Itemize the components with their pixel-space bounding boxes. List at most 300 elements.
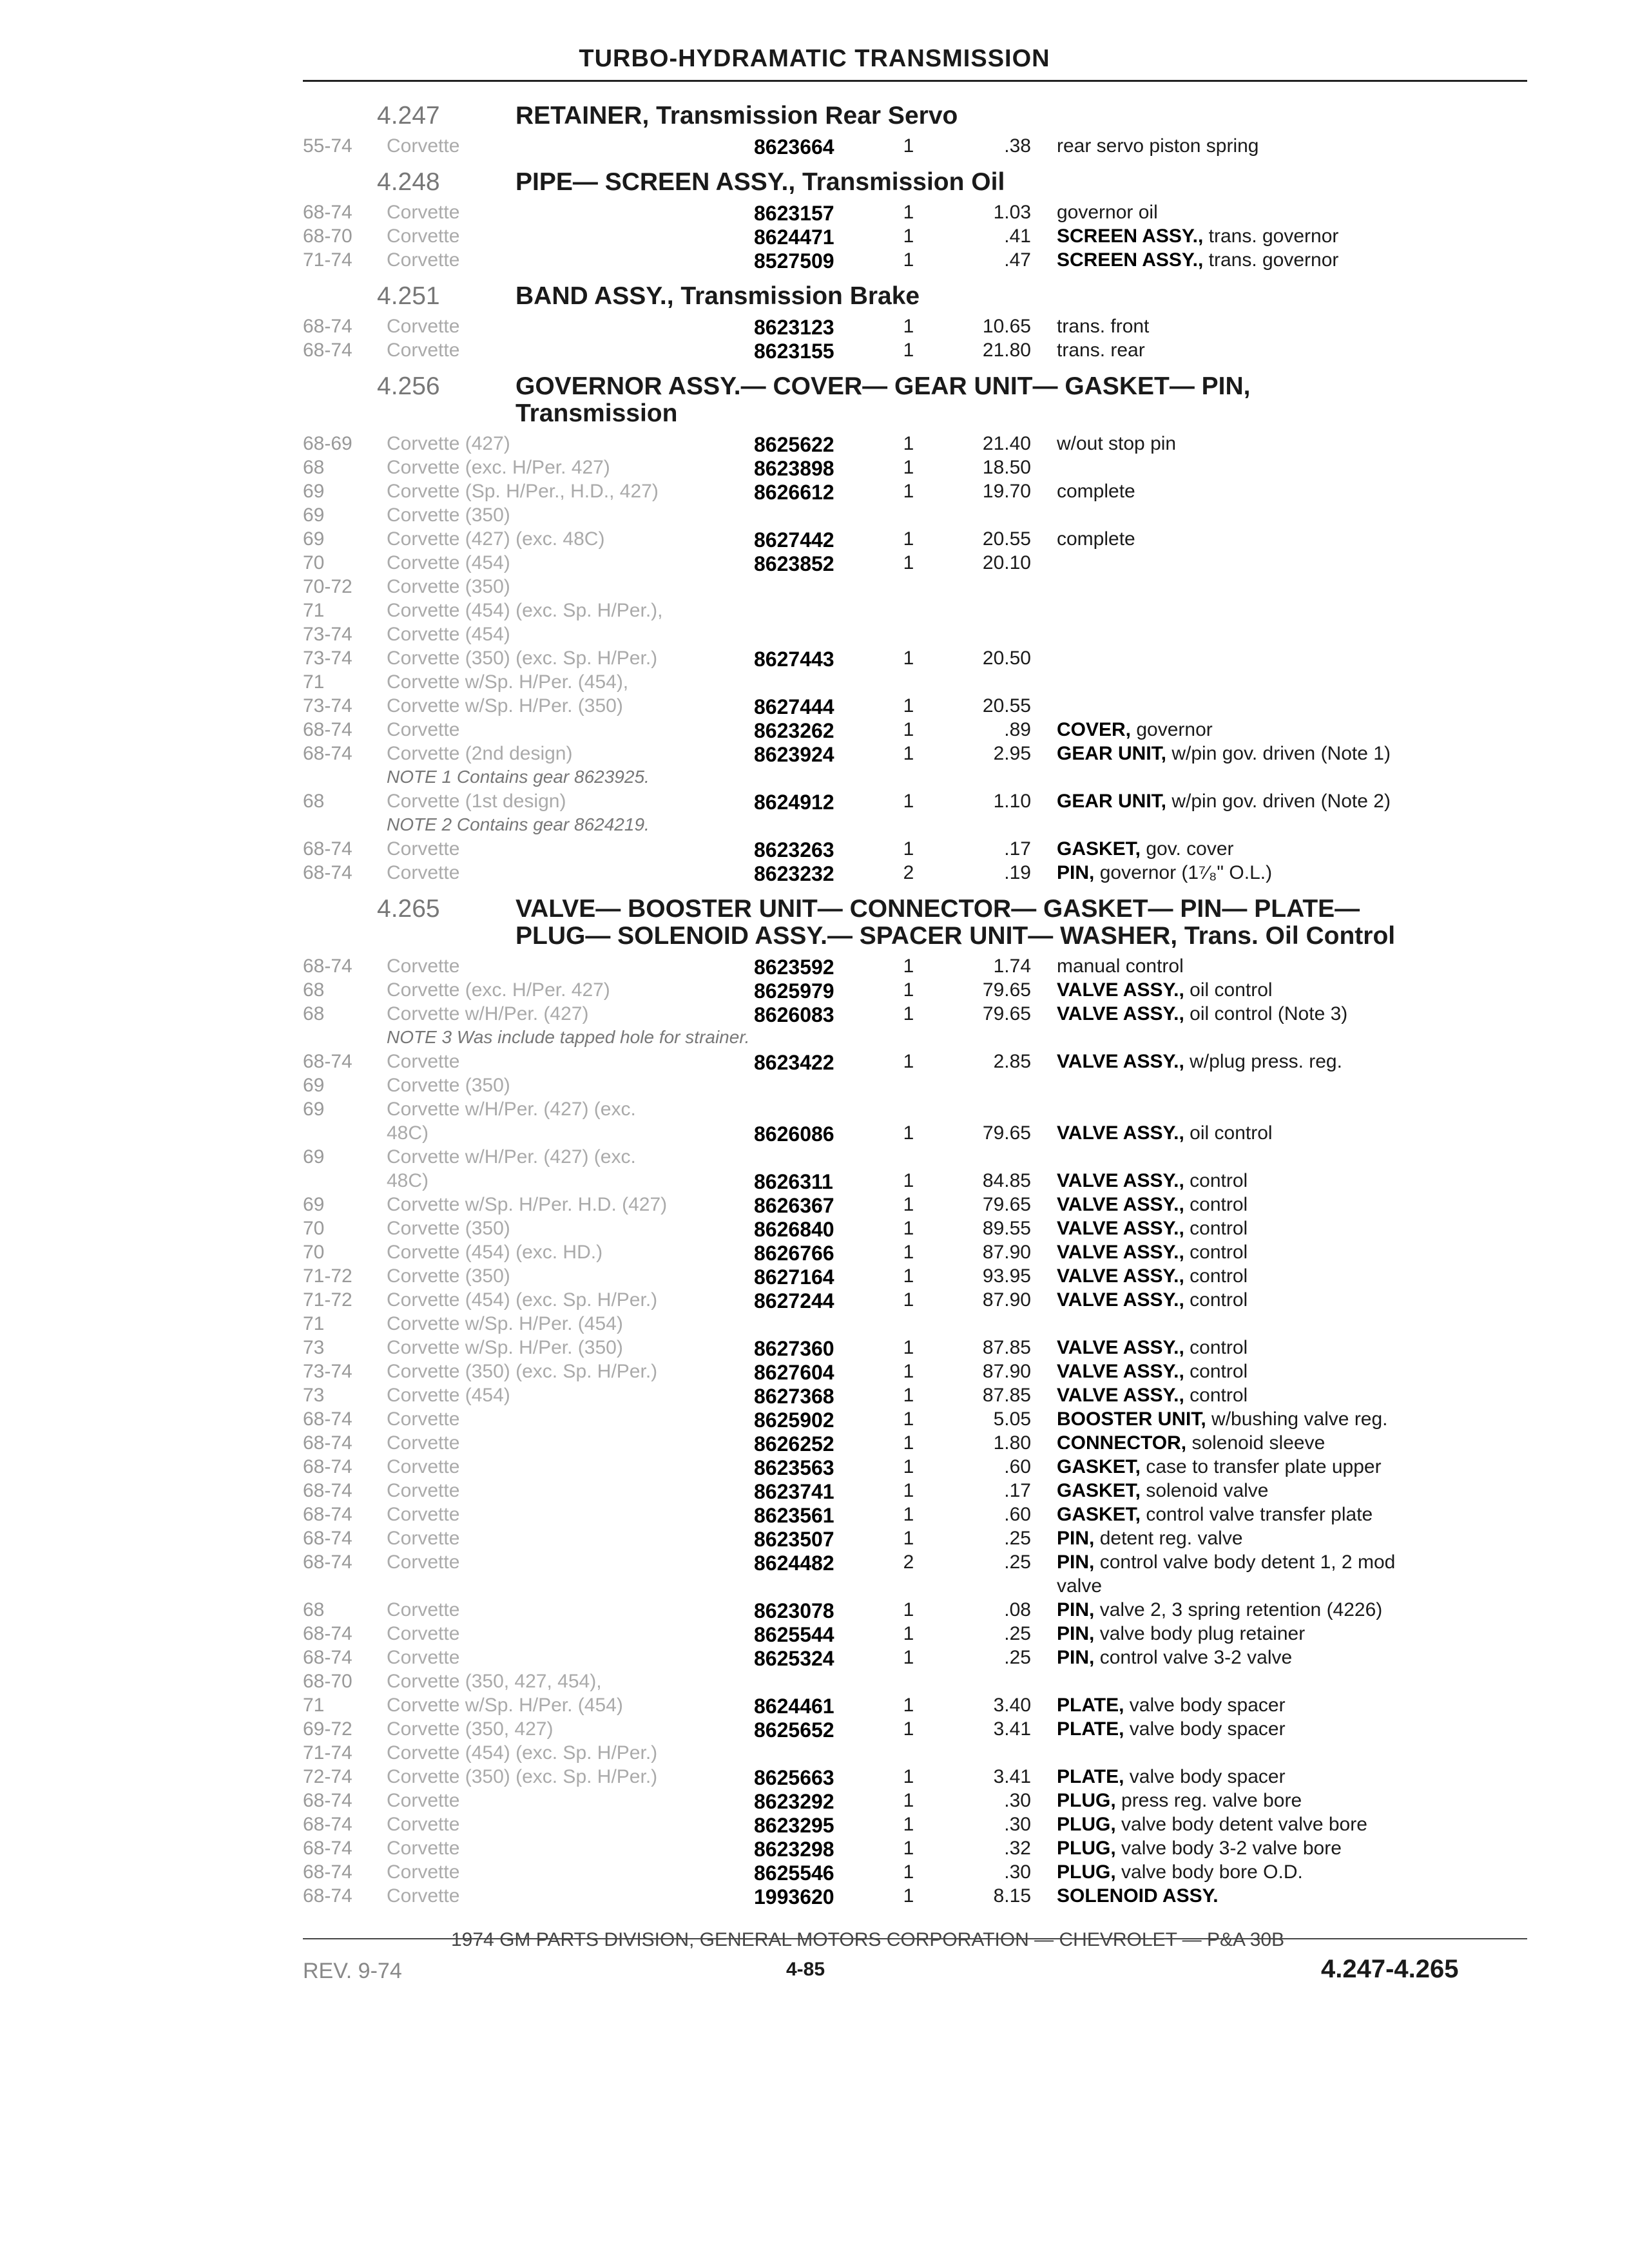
- vehicle-model: Corvette w/Sp. H/Per. H.D. (427): [387, 1194, 668, 1215]
- list-price: .89: [1004, 719, 1031, 740]
- part-row: [303, 1122, 1527, 1146]
- part-description: [1057, 1718, 1286, 1740]
- list-price: 21.80: [982, 340, 1031, 361]
- part-row: [303, 838, 1527, 861]
- part-description: [1057, 979, 1273, 1001]
- part-row: [303, 433, 1527, 456]
- part-detail: control: [1184, 1218, 1248, 1239]
- part-name: VALVE ASSY.,: [1057, 1194, 1184, 1215]
- part-name: PIN,: [1057, 1599, 1095, 1620]
- footnote: NOTE 1 Contains gear 8623925.: [387, 767, 650, 787]
- vehicle-model: Corvette (427) (exc. 48C): [387, 528, 605, 550]
- part-name: BOOSTER UNIT,: [1057, 1408, 1206, 1430]
- quantity: 1: [903, 1194, 914, 1215]
- quantity: 1: [903, 226, 914, 247]
- quantity: 1: [903, 202, 914, 223]
- model-years: 68-74: [303, 838, 352, 860]
- quantity: 1: [903, 1814, 914, 1835]
- part-detail: valve: [1057, 1575, 1103, 1597]
- vehicle-model: Corvette (454) (exc. HD.): [387, 1242, 603, 1263]
- part-description: [1057, 1766, 1286, 1788]
- part-detail: case to transfer plate upper: [1141, 1456, 1382, 1477]
- quantity: 1: [903, 1385, 914, 1406]
- model-years: 73: [303, 1337, 325, 1358]
- part-description: [1057, 1408, 1388, 1430]
- part-description: [1057, 433, 1176, 455]
- part-row: [303, 648, 1527, 671]
- vehicle-model: Corvette (350): [387, 1218, 510, 1239]
- footer-revision: REV. 9-74: [303, 1959, 402, 1983]
- list-price: .19: [1004, 862, 1031, 883]
- model-years: 68-74: [303, 1814, 352, 1835]
- part-description: [1057, 719, 1213, 741]
- part-number: 8625546: [754, 1861, 834, 1885]
- model-years: 69: [303, 1099, 325, 1120]
- model-years: 69-72: [303, 1718, 352, 1740]
- list-price: 89.55: [982, 1218, 1031, 1239]
- vehicle-model: Corvette: [387, 1647, 460, 1668]
- vehicle-model: Corvette w/Sp. H/Per. (454),: [387, 671, 629, 693]
- part-description: [1057, 1885, 1219, 1907]
- part-number: 8623507: [754, 1528, 834, 1551]
- part-row: [303, 1432, 1527, 1456]
- vehicle-model: Corvette: [387, 340, 460, 361]
- part-name: SCREEN ASSY.,: [1057, 226, 1204, 247]
- part-name: VALVE ASSY.,: [1057, 1385, 1184, 1406]
- part-row: [303, 1265, 1527, 1289]
- model-years: 73: [303, 1385, 325, 1406]
- vehicle-model: Corvette: [387, 202, 460, 223]
- part-description: [1057, 1623, 1305, 1645]
- part-row: [303, 600, 1527, 623]
- part-row: [303, 1790, 1527, 1813]
- part-row: [303, 956, 1527, 979]
- part-row: [303, 1742, 1527, 1765]
- quantity: 1: [903, 1647, 914, 1668]
- part-detail: control: [1184, 1265, 1248, 1287]
- part-row: [303, 316, 1527, 339]
- part-row: [303, 1885, 1527, 1908]
- vehicle-model: Corvette: [387, 1790, 460, 1811]
- vehicle-model: Corvette w/H/Per. (427): [387, 1003, 589, 1024]
- part-detail: complete: [1057, 481, 1135, 502]
- part-row: [303, 249, 1527, 273]
- model-years: 70-72: [303, 576, 352, 597]
- part-number: 8623078: [754, 1599, 834, 1622]
- quantity: 1: [903, 1790, 914, 1811]
- part-detail: control: [1184, 1194, 1248, 1215]
- vehicle-model: 48C): [387, 1122, 429, 1144]
- quantity: 1: [903, 1885, 914, 1907]
- model-years: 71-72: [303, 1265, 352, 1287]
- header-rule: [303, 80, 1527, 82]
- section-title: VALVE— BOOSTER UNIT— CONNECTOR— GASKET— PIN— PLATE—: [516, 895, 1360, 923]
- part-description: [1057, 1289, 1248, 1311]
- vehicle-model: Corvette (350) (exc. Sp. H/Per.): [387, 1361, 658, 1382]
- part-row: [303, 226, 1527, 249]
- quantity: 1: [903, 956, 914, 977]
- part-number: 8625324: [754, 1647, 834, 1670]
- quantity: 1: [903, 340, 914, 361]
- part-description: [1057, 249, 1338, 271]
- vehicle-model: Corvette: [387, 1504, 460, 1525]
- model-years: 68-74: [303, 1552, 352, 1573]
- part-row: [303, 552, 1527, 575]
- quantity: 1: [903, 1122, 914, 1144]
- quantity: 1: [903, 719, 914, 740]
- vehicle-model: Corvette: [387, 1552, 460, 1573]
- vehicle-model: Corvette (454) (exc. Sp. H/Per.): [387, 1289, 658, 1311]
- part-description: [1057, 1695, 1286, 1716]
- part-description: [1057, 1456, 1382, 1478]
- vehicle-model: Corvette: [387, 1408, 460, 1430]
- list-price: 18.50: [982, 457, 1031, 478]
- vehicle-model: Corvette: [387, 226, 460, 247]
- part-detail: valve body spacer: [1124, 1766, 1286, 1787]
- part-name: PLATE,: [1057, 1718, 1124, 1740]
- quantity: 1: [903, 316, 914, 337]
- part-row: [303, 135, 1527, 159]
- model-years: 68-74: [303, 1861, 352, 1883]
- model-years: 69: [303, 505, 325, 526]
- part-row: [303, 340, 1527, 363]
- list-price: 87.90: [982, 1289, 1031, 1311]
- footer-publisher: 1974 GM PARTS DIVISION, GENERAL MOTORS CORPORATION — CHEVROLET — P&A 30B: [451, 1929, 1285, 1950]
- vehicle-model: Corvette (454): [387, 624, 510, 645]
- part-name: PLUG,: [1057, 1838, 1116, 1859]
- part-detail: solenoid valve: [1141, 1480, 1269, 1501]
- part-description: [1057, 1838, 1342, 1860]
- part-row: [303, 1552, 1527, 1575]
- part-name: GASKET,: [1057, 838, 1141, 860]
- vehicle-model: Corvette: [387, 956, 460, 977]
- part-row: [303, 1456, 1527, 1479]
- part-number: 8627244: [754, 1289, 834, 1312]
- part-number: 8625544: [754, 1623, 834, 1646]
- part-row: [303, 1814, 1527, 1837]
- part-number: 8627443: [754, 648, 834, 671]
- list-price: .17: [1004, 1480, 1031, 1501]
- vehicle-model: Corvette (350): [387, 1075, 510, 1096]
- part-row: [303, 1313, 1527, 1336]
- part-detail: valve body spacer: [1124, 1718, 1286, 1740]
- part-name: PIN,: [1057, 1647, 1095, 1668]
- part-description: [1057, 791, 1391, 812]
- model-years: 71: [303, 1695, 325, 1716]
- section-title: PIPE— SCREEN ASSY., Transmission Oil: [516, 168, 1005, 196]
- list-price: 2.95: [993, 743, 1031, 764]
- part-row: [303, 576, 1527, 599]
- part-description: [1057, 481, 1135, 503]
- vehicle-model: Corvette (2nd design): [387, 743, 573, 764]
- vehicle-model: Corvette: [387, 1051, 460, 1072]
- part-row: [303, 457, 1527, 480]
- part-number: 8623263: [754, 838, 834, 861]
- list-price: .08: [1004, 1599, 1031, 1620]
- quantity: 1: [903, 1432, 914, 1454]
- model-years: 69: [303, 1146, 325, 1168]
- part-number: 8623232: [754, 862, 834, 885]
- vehicle-model: Corvette: [387, 249, 460, 271]
- part-number: 8626367: [754, 1194, 834, 1217]
- part-description: [1057, 316, 1149, 338]
- vehicle-model: Corvette (350, 427, 454),: [387, 1671, 602, 1692]
- model-years: 68: [303, 979, 325, 1001]
- model-years: 68-74: [303, 1528, 352, 1549]
- model-years: 68: [303, 1599, 325, 1620]
- part-detail: governor (1⁷⁄₈" O.L.): [1094, 862, 1273, 883]
- part-row: [303, 1218, 1527, 1241]
- part-row: [303, 1695, 1527, 1718]
- part-detail: trans. rear: [1057, 340, 1145, 361]
- part-row: [303, 1718, 1527, 1742]
- vehicle-model: Corvette w/H/Per. (427) (exc.: [387, 1099, 636, 1120]
- part-name: VALVE ASSY.,: [1057, 1122, 1184, 1144]
- section-number: 4.247: [377, 102, 440, 130]
- part-number: 8623298: [754, 1838, 834, 1861]
- model-years: 68-74: [303, 719, 352, 740]
- part-detail: governor: [1131, 719, 1213, 740]
- section-title: GOVERNOR ASSY.— COVER— GEAR UNIT— GASKET— PIN,: [516, 372, 1251, 400]
- part-number: 8623592: [754, 956, 834, 979]
- model-years: 69: [303, 1194, 325, 1215]
- part-row: [303, 528, 1527, 552]
- part-name: VALVE ASSY.,: [1057, 1218, 1184, 1239]
- model-years: 68-74: [303, 202, 352, 223]
- part-row: [303, 1838, 1527, 1861]
- part-description: [1057, 1504, 1373, 1526]
- part-number: 8623155: [754, 340, 834, 363]
- part-name: PIN,: [1057, 1528, 1095, 1549]
- section-number: 4.251: [377, 282, 440, 310]
- part-detail: control: [1184, 1170, 1248, 1191]
- quantity: 1: [903, 1718, 914, 1740]
- list-price: 87.90: [982, 1242, 1031, 1263]
- part-number: 8626083: [754, 1003, 834, 1026]
- part-detail: gov. cover: [1141, 838, 1234, 860]
- section-title: BAND ASSY., Transmission Brake: [516, 282, 920, 310]
- part-description: [1057, 135, 1258, 157]
- model-years: 55-74: [303, 135, 352, 157]
- quantity: 1: [903, 1623, 914, 1644]
- part-name: PIN,: [1057, 1552, 1095, 1573]
- section-number: 4.265: [377, 895, 440, 923]
- vehicle-model: Corvette: [387, 135, 460, 157]
- list-price: 84.85: [982, 1170, 1031, 1191]
- quantity: 1: [903, 648, 914, 669]
- quantity: 1: [903, 1170, 914, 1191]
- quantity: 1: [903, 1051, 914, 1072]
- list-price: 21.40: [982, 433, 1031, 454]
- part-row: [303, 1504, 1527, 1527]
- part-detail: valve body spacer: [1124, 1695, 1286, 1716]
- vehicle-model: Corvette w/Sp. H/Per. (454): [387, 1695, 623, 1716]
- part-row: [303, 671, 1527, 695]
- vehicle-model: Corvette (350, 427): [387, 1718, 554, 1740]
- part-number: 8623295: [754, 1814, 834, 1837]
- page-header-title: TURBO-HYDRAMATIC TRANSMISSION: [579, 45, 1050, 72]
- list-price: 1.80: [993, 1432, 1031, 1454]
- part-description: [1057, 1647, 1292, 1669]
- list-price: 93.95: [982, 1265, 1031, 1287]
- part-description: [1057, 1599, 1382, 1621]
- part-description: [1057, 743, 1391, 765]
- part-number: 8527509: [754, 249, 834, 273]
- part-detail: control: [1184, 1361, 1248, 1382]
- part-row: [303, 695, 1527, 718]
- list-price: 79.65: [982, 1194, 1031, 1215]
- model-years: 73-74: [303, 624, 352, 645]
- part-number: 8623852: [754, 552, 834, 575]
- part-detail: control: [1184, 1242, 1248, 1263]
- quantity: 1: [903, 1695, 914, 1716]
- part-name: SOLENOID ASSY.: [1057, 1885, 1219, 1907]
- list-price: .60: [1004, 1456, 1031, 1477]
- part-number: 8623924: [754, 743, 834, 766]
- footnote: NOTE 3 Was include tapped hole for strainer.: [387, 1027, 750, 1047]
- quantity: 1: [903, 457, 914, 478]
- list-price: 79.65: [982, 1122, 1031, 1144]
- vehicle-model: Corvette (454): [387, 552, 510, 573]
- list-price: .30: [1004, 1814, 1031, 1835]
- quantity: 2: [903, 1552, 914, 1573]
- vehicle-model: Corvette (454) (exc. Sp. H/Per.): [387, 1742, 658, 1763]
- list-price: 87.85: [982, 1385, 1031, 1406]
- list-price: 1.74: [993, 956, 1031, 977]
- model-years: 73-74: [303, 695, 352, 716]
- model-years: 68: [303, 1003, 325, 1024]
- part-detail: control: [1184, 1385, 1248, 1406]
- part-name: PLUG,: [1057, 1861, 1116, 1883]
- vehicle-model: Corvette w/Sp. H/Per. (350): [387, 695, 623, 716]
- part-detail: trans. governor: [1203, 226, 1339, 247]
- quantity: 1: [903, 1218, 914, 1239]
- part-name: GASKET,: [1057, 1504, 1141, 1525]
- vehicle-model: Corvette (350): [387, 505, 510, 526]
- list-price: .47: [1004, 249, 1031, 271]
- part-number: 8625652: [754, 1718, 834, 1742]
- vehicle-model: Corvette: [387, 1599, 460, 1620]
- part-description: [1057, 1790, 1302, 1812]
- part-description: [1057, 838, 1234, 860]
- list-price: 2.85: [993, 1051, 1031, 1072]
- part-description: [1057, 862, 1272, 884]
- part-number: 8623157: [754, 202, 834, 225]
- quantity: 1: [903, 1456, 914, 1477]
- part-name: GEAR UNIT,: [1057, 791, 1167, 812]
- list-price: .30: [1004, 1790, 1031, 1811]
- part-name: VALVE ASSY.,: [1057, 1289, 1184, 1311]
- part-detail: press reg. valve bore: [1115, 1790, 1302, 1811]
- part-detail: control: [1184, 1337, 1248, 1358]
- part-number: 8624912: [754, 791, 834, 814]
- part-row: [303, 979, 1527, 1003]
- model-years: 69: [303, 528, 325, 550]
- part-detail: valve body detent valve bore: [1115, 1814, 1367, 1835]
- model-years: 70: [303, 552, 325, 573]
- part-detail: w/plug press. reg.: [1184, 1051, 1342, 1072]
- model-years: 70: [303, 1218, 325, 1239]
- part-row: [303, 1647, 1527, 1670]
- part-row: [303, 743, 1527, 766]
- part-number: 8627442: [754, 528, 834, 552]
- quantity: 1: [903, 838, 914, 860]
- part-number: 8627444: [754, 695, 834, 718]
- list-price: .38: [1004, 135, 1031, 157]
- part-detail: w/pin gov. driven (Note 1): [1166, 743, 1391, 764]
- part-description: [1057, 1265, 1248, 1287]
- section-number: 4.248: [377, 168, 440, 196]
- part-description: [1057, 1003, 1347, 1025]
- list-price: 19.70: [982, 481, 1031, 502]
- part-row: [303, 1361, 1527, 1384]
- part-detail: solenoid sleeve: [1186, 1432, 1325, 1454]
- vehicle-model: Corvette: [387, 1814, 460, 1835]
- part-row: [303, 1242, 1527, 1265]
- part-description: [1057, 1814, 1367, 1836]
- vehicle-model: Corvette (350) (exc. Sp. H/Per.): [387, 648, 658, 669]
- part-detail: trans. front: [1057, 316, 1150, 337]
- model-years: 68-74: [303, 956, 352, 977]
- part-number: 8627360: [754, 1337, 834, 1360]
- vehicle-model: Corvette: [387, 1623, 460, 1644]
- model-years: 69: [303, 1075, 325, 1096]
- part-name: PLATE,: [1057, 1695, 1124, 1716]
- quantity: 1: [903, 1861, 914, 1883]
- vehicle-model: Corvette: [387, 719, 460, 740]
- model-years: 68-74: [303, 1408, 352, 1430]
- list-price: .41: [1004, 226, 1031, 247]
- part-name: VALVE ASSY.,: [1057, 1170, 1184, 1191]
- part-name: VALVE ASSY.,: [1057, 1337, 1184, 1358]
- section-title-continued: PLUG— SOLENOID ASSY.— SPACER UNIT— WASHER, Trans. Oil Control: [516, 922, 1396, 950]
- part-description: [1057, 202, 1158, 224]
- part-row: [303, 1075, 1527, 1098]
- part-name: PLUG,: [1057, 1814, 1116, 1835]
- part-description: [1057, 1861, 1303, 1883]
- part-number: 8625902: [754, 1408, 834, 1432]
- part-detail: valve body bore O.D.: [1115, 1861, 1303, 1883]
- part-row: [303, 1003, 1527, 1026]
- list-price: 79.65: [982, 979, 1031, 1001]
- vehicle-model: Corvette (454): [387, 1385, 510, 1406]
- part-row: [303, 1099, 1527, 1122]
- model-years: 68-69: [303, 433, 352, 454]
- footer-section-range: 4.247-4.265: [1321, 1955, 1459, 1983]
- model-years: 68-74: [303, 316, 352, 337]
- model-years: 68-74: [303, 1647, 352, 1668]
- list-price: 87.85: [982, 1337, 1031, 1358]
- quantity: 2: [903, 862, 914, 883]
- part-number: 8623898: [754, 457, 834, 480]
- model-years: 68-74: [303, 1623, 352, 1644]
- part-row: [303, 862, 1527, 885]
- model-years: 68: [303, 457, 325, 478]
- vehicle-model: Corvette (exc. H/Per. 427): [387, 457, 610, 478]
- part-description: [1057, 1194, 1248, 1216]
- model-years: 68-74: [303, 1051, 352, 1072]
- list-price: .25: [1004, 1552, 1031, 1573]
- model-years: 69: [303, 481, 325, 502]
- model-years: 68-74: [303, 1838, 352, 1859]
- part-description: [1057, 340, 1145, 361]
- part-detail: complete: [1057, 528, 1135, 550]
- part-number: 8626612: [754, 481, 834, 504]
- part-row: [303, 505, 1527, 528]
- part-row: [303, 1051, 1527, 1074]
- part-row: [303, 791, 1527, 814]
- list-price: 8.15: [993, 1885, 1031, 1907]
